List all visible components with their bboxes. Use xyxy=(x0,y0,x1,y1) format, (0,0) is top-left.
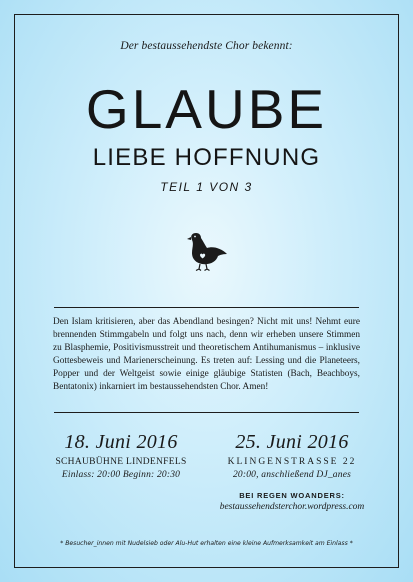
divider-top xyxy=(54,307,359,308)
intro-line: Der bestaussehendste Chor bekennt: xyxy=(120,40,293,52)
event-2-venue: KLINGENSTRASSE 22 xyxy=(227,457,357,467)
footnote: * Besucher_innen mit Nudelsieb oder Alu-Hut erhalten eine kleine Aufmerksamkeit am Einlass * xyxy=(60,540,353,547)
event-2-date: 25. Juni 2016 xyxy=(235,431,349,453)
event-1-date: 18. Juni 2016 xyxy=(64,431,178,453)
part-label: TEIL 1 VON 3 xyxy=(160,180,253,194)
pigeon-icon xyxy=(183,232,229,272)
event-1-times: Einlass: 20:00 Beginn: 20:30 xyxy=(61,470,181,480)
rain-note: BEI REGEN WOANDERS: xyxy=(239,491,345,500)
description-text: Den Islam kritisieren, aber das Abendland besingen? Nicht mit uns! Nehmt eure brennenden Stimmgabeln und folgt uns nach, denn wir erheben unsere Stimmen zu Blasphemie, Positivismusstreit und theoretischem Antihumanismus – inklusive Gottesbeweis und Marienerscheinung. Es treten auf: Lessing und die Planeteers, Popper und der Weltgeist sowie einige gläubige Statisten (Bach, Beachboys, Bentatonix) inkarniert im bestaussehendsten Chor. Amen! xyxy=(53,317,360,392)
divider-bottom xyxy=(54,412,359,413)
event-1 xyxy=(36,430,206,482)
event-1-venue: SCHAUBÜHNE LINDENFELS xyxy=(55,457,187,467)
poster-subtitle: LIEBE HOFFNUNG xyxy=(92,144,321,171)
event-2 xyxy=(207,430,377,514)
event-2-times: 20:00, anschließend DJ_anes xyxy=(232,470,352,480)
website-link[interactable]: bestaussehendsterchor.wordpress.com xyxy=(219,502,365,512)
poster-title: GLAUBE xyxy=(85,78,328,140)
